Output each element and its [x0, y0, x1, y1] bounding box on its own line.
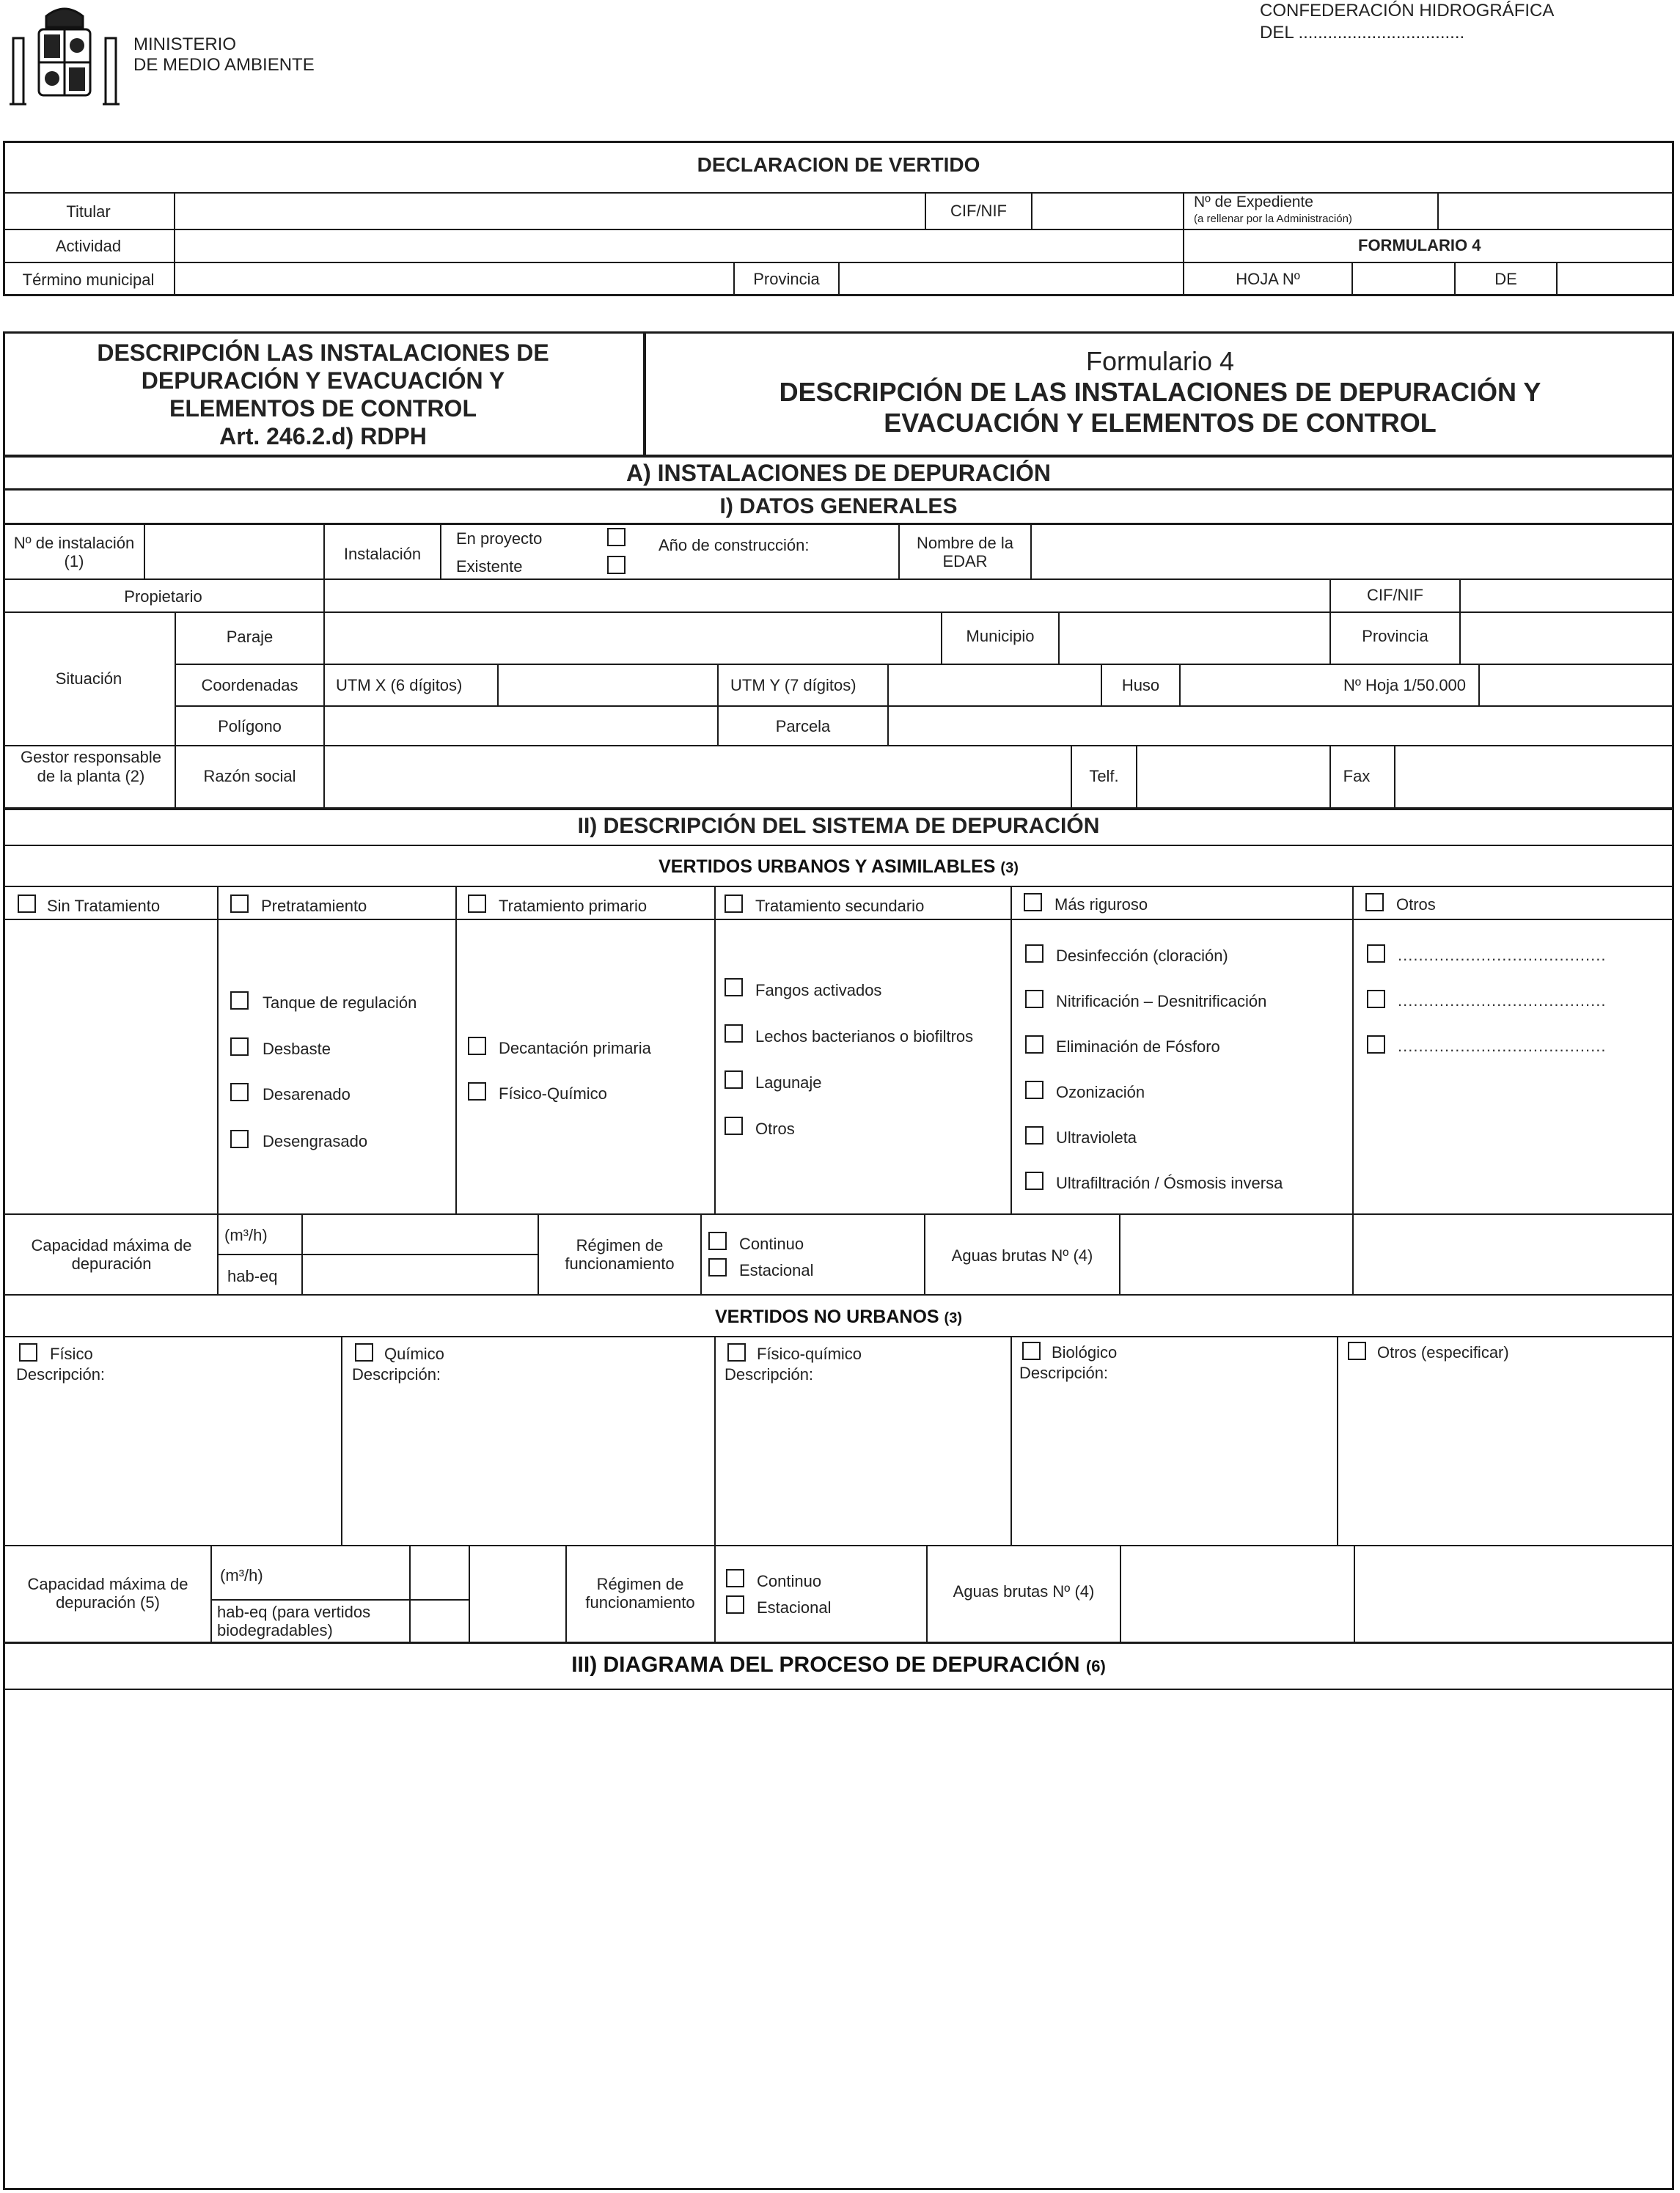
- nu-fq-label: Físico-químico: [757, 1345, 862, 1363]
- capacidad-m3h-field[interactable]: [303, 1215, 537, 1254]
- expediente-field[interactable]: [1439, 194, 1673, 229]
- desinfeccion-checkbox[interactable]: [1025, 944, 1043, 963]
- otros-header-checkbox[interactable]: [1365, 893, 1384, 911]
- nu-fq-descripcion-field[interactable]: [716, 1387, 1010, 1543]
- hoja-50000-label: Nº Hoja 1/50.000: [1343, 676, 1467, 694]
- habeq-label: hab-eq: [227, 1267, 278, 1285]
- desarenado-label: Desarenado: [263, 1085, 351, 1103]
- municipio-label: Municipio: [966, 627, 1035, 645]
- habeq-bio-label: hab-eq (para vertidos biodegradables): [217, 1603, 371, 1639]
- desbaste-label: Desbaste: [263, 1040, 331, 1058]
- situacion-provincia-field[interactable]: [1461, 613, 1673, 664]
- cif-nif-label: CIF/NIF: [950, 202, 1007, 220]
- otros-1-dotted-field[interactable]: ........................................: [1398, 946, 1607, 964]
- fisico-quimico-checkbox[interactable]: [468, 1082, 486, 1101]
- expediente-note: (a rellenar por la Administración): [1194, 213, 1352, 225]
- utm-y-label: UTM Y (7 dígitos): [730, 676, 856, 694]
- nu-fq-descripcion-label: Descripción:: [725, 1365, 814, 1384]
- fosforo-label: Eliminación de Fósforo: [1056, 1037, 1220, 1056]
- estacional-2-label: Estacional: [757, 1598, 832, 1617]
- no-urbanos-title: VERTIDOS NO URBANOS (3): [715, 1307, 962, 1327]
- aguas-brutas-label: Aguas brutas Nº (4): [951, 1246, 1093, 1265]
- instalacion-label: Instalación: [343, 545, 422, 563]
- urbanos-title: VERTIDOS URBANOS Y ASIMILABLES (3): [659, 856, 1019, 877]
- mas-riguroso-checkbox[interactable]: [1024, 893, 1042, 911]
- nu-quimico-checkbox[interactable]: [355, 1343, 373, 1362]
- section-a-title: A) INSTALACIONES DE DEPURACIÓN: [626, 460, 1051, 486]
- desbaste-checkbox[interactable]: [230, 1037, 249, 1056]
- section-ii-title: II) DESCRIPCIÓN DEL SISTEMA DE DEPURACIÓN: [577, 814, 1100, 838]
- poligono-label: Polígono: [218, 717, 282, 735]
- coat-of-arms-logo: [6, 1, 123, 111]
- fangos-label: Fangos activados: [755, 981, 882, 999]
- propietario-cif-label: CIF/NIF: [1367, 586, 1423, 604]
- ano-construccion-label: Año de construcción:: [659, 536, 810, 554]
- ultrafiltracion-label: Ultrafiltración / Ósmosis inversa: [1056, 1174, 1283, 1192]
- provincia-label: Provincia: [753, 270, 820, 288]
- aguas-brutas-2-field[interactable]: [1121, 1546, 1353, 1642]
- otros-3-dotted-field[interactable]: ........................................: [1398, 1037, 1607, 1055]
- fangos-checkbox[interactable]: [725, 978, 743, 996]
- desarenado-checkbox[interactable]: [230, 1083, 249, 1101]
- propietario-label: Propietario: [124, 587, 202, 606]
- provincia-field[interactable]: [840, 263, 1181, 295]
- razon-social-label: Razón social: [203, 767, 296, 785]
- hoja-label: HOJA Nº: [1236, 270, 1300, 288]
- ozonizacion-checkbox[interactable]: [1025, 1081, 1043, 1099]
- en-proyecto-checkbox[interactable]: [607, 528, 626, 546]
- capacidad5-habeq-field[interactable]: [411, 1601, 565, 1642]
- paraje-label: Paraje: [226, 628, 274, 646]
- nitrificacion-label: Nitrificación – Desnitrificación: [1056, 992, 1267, 1010]
- nombre-edar-label: Nombre de la EDAR: [916, 534, 1014, 570]
- tratamiento-secundario-label: Tratamiento secundario: [755, 897, 925, 915]
- m3h-label: (m³/h): [224, 1226, 268, 1244]
- sin-tratamiento-checkbox[interactable]: [18, 895, 36, 913]
- nu-quimico-label: Químico: [384, 1345, 444, 1363]
- desengrasado-checkbox[interactable]: [230, 1130, 249, 1148]
- propietario-field[interactable]: [325, 580, 1328, 611]
- right-title: Formulario 4 DESCRIPCIÓN DE LAS INSTALACIONES DE DEPURACIÓN Y EVACUACIÓN Y ELEMENTOS DE CONTROL: [779, 346, 1541, 438]
- fosforo-checkbox[interactable]: [1025, 1035, 1043, 1054]
- capacidad5-m3h-field[interactable]: [411, 1546, 468, 1599]
- nu-quimico-descripcion-label: Descripción:: [352, 1365, 441, 1384]
- en-proyecto-label: En proyecto: [456, 529, 543, 548]
- tratamiento-secundario-checkbox[interactable]: [725, 895, 743, 913]
- parcela-field[interactable]: [889, 707, 1673, 745]
- ultravioleta-label: Ultravioleta: [1056, 1128, 1137, 1147]
- parcela-label: Parcela: [775, 717, 831, 735]
- otros-1-checkbox[interactable]: [1367, 944, 1385, 963]
- pretratamiento-label: Pretratamiento: [261, 897, 367, 915]
- nu-biologico-label: Biológico: [1052, 1343, 1118, 1362]
- tratamiento-primario-label: Tratamiento primario: [499, 897, 648, 915]
- continuo-2-checkbox[interactable]: [726, 1569, 744, 1587]
- capacidad-label: Capacidad máxima de depuración: [31, 1236, 192, 1273]
- continuo-checkbox[interactable]: [708, 1232, 727, 1250]
- capacidad-habeq-field[interactable]: [303, 1255, 537, 1294]
- otros-2-checkbox[interactable]: [1367, 990, 1385, 1008]
- poligono-field[interactable]: [325, 707, 716, 745]
- nu-biologico-descripcion-label: Descripción:: [1019, 1364, 1109, 1382]
- n-instalacion-field[interactable]: [145, 525, 323, 578]
- nombre-edar-field[interactable]: [1032, 525, 1673, 578]
- desinfeccion-label: Desinfección (cloración): [1056, 947, 1228, 965]
- otros-3-checkbox[interactable]: [1367, 1035, 1385, 1054]
- estacional-2-checkbox[interactable]: [726, 1595, 744, 1614]
- tanque-label: Tanque de regulación: [263, 993, 417, 1012]
- ano-construccion-field[interactable]: [829, 525, 898, 578]
- m3h-2-label: (m³/h): [220, 1566, 263, 1584]
- confederacion-line-2: DEL ..................................: [1260, 23, 1465, 43]
- actividad-field[interactable]: [176, 230, 1182, 262]
- razon-social-field[interactable]: [325, 746, 1070, 809]
- coordenadas-label: Coordenadas: [201, 676, 298, 694]
- lagunaje-checkbox[interactable]: [725, 1070, 743, 1089]
- lechos-label: Lechos bacterianos o biofiltros: [755, 1027, 974, 1046]
- lechos-checkbox[interactable]: [725, 1024, 743, 1043]
- sin-tratamiento-label: Sin Tratamiento: [47, 897, 161, 915]
- estacional-label: Estacional: [739, 1261, 814, 1279]
- existente-checkbox[interactable]: [607, 556, 626, 574]
- regimen-label: Régimen de funcionamiento: [565, 1236, 675, 1273]
- cif-nif-field[interactable]: [1032, 194, 1182, 229]
- lagunaje-label: Lagunaje: [755, 1073, 822, 1092]
- de-label: DE: [1494, 270, 1517, 288]
- municipio-field[interactable]: [1060, 613, 1328, 664]
- decantacion-label: Decantación primaria: [499, 1039, 651, 1057]
- expediente-label: Nº de Expediente: [1194, 194, 1313, 210]
- continuo-2-label: Continuo: [757, 1572, 822, 1590]
- fax-label: Fax: [1343, 767, 1371, 785]
- continuo-label: Continuo: [739, 1235, 804, 1253]
- decantacion-checkbox[interactable]: [468, 1037, 486, 1055]
- utm-y-field[interactable]: [889, 665, 1100, 705]
- titular-field[interactable]: [176, 194, 924, 229]
- aguas-brutas-field[interactable]: [1120, 1215, 1351, 1294]
- tratamiento-primario-checkbox[interactable]: [468, 895, 486, 913]
- ultravioleta-checkbox[interactable]: [1025, 1126, 1043, 1145]
- pretratamiento-checkbox[interactable]: [230, 895, 249, 913]
- titular-label: Titular: [66, 202, 111, 221]
- secundario-otros-checkbox[interactable]: [725, 1117, 743, 1135]
- huso-label: Huso: [1121, 676, 1160, 694]
- hoja-50000-field[interactable]: [1480, 665, 1673, 705]
- capacidad5-label: Capacidad máxima de depuración (5): [27, 1575, 188, 1612]
- actividad-label: Actividad: [55, 237, 122, 255]
- nu-otros-label: Otros (especificar): [1377, 1343, 1509, 1362]
- gestor-label: Gestor responsable de la planta (2): [21, 748, 161, 785]
- termino-label: Término municipal: [22, 271, 155, 289]
- ultrafiltracion-checkbox[interactable]: [1025, 1172, 1043, 1190]
- regimen-2-label: Régimen de funcionamiento: [585, 1575, 695, 1612]
- utm-x-field[interactable]: [499, 665, 716, 705]
- telf-label: Telf.: [1089, 767, 1119, 785]
- section-iii-title: III) DIAGRAMA DEL PROCESO DE DEPURACIÓN (6): [571, 1653, 1106, 1677]
- otros-header-label: Otros: [1396, 895, 1436, 914]
- nu-fisico-label: Físico: [50, 1345, 93, 1363]
- nu-otros-checkbox[interactable]: [1348, 1342, 1366, 1360]
- situacion-label: Situación: [55, 669, 122, 688]
- n-instalacion-label: Nº de instalación (1): [13, 534, 135, 570]
- nu-otros-field[interactable]: [1339, 1365, 1673, 1543]
- nu-quimico-descripcion-field[interactable]: [343, 1387, 713, 1543]
- ministry-line-2: DE MEDIO AMBIENTE: [133, 55, 315, 75]
- paraje-field[interactable]: [325, 613, 939, 664]
- termino-field[interactable]: [176, 263, 732, 295]
- fax-field[interactable]: [1395, 746, 1673, 809]
- huso-field[interactable]: [1181, 665, 1329, 705]
- ozonizacion-label: Ozonización: [1056, 1083, 1145, 1101]
- left-title: DESCRIPCIÓN LAS INSTALACIONES DE DEPURACIÓN Y EVACUACIÓN Y ELEMENTOS DE CONTROL Art. 246.2.d) RDPH: [97, 339, 549, 449]
- estacional-checkbox[interactable]: [708, 1258, 727, 1277]
- hoja-field[interactable]: [1353, 263, 1453, 295]
- formulario-label: FORMULARIO 4: [1358, 236, 1481, 254]
- situacion-provincia-label: Provincia: [1362, 627, 1428, 645]
- diagrama-area[interactable]: [6, 1691, 1672, 2186]
- mas-riguroso-label: Más riguroso: [1054, 895, 1148, 914]
- datos-generales-title: I) DATOS GENERALES: [719, 494, 958, 518]
- otros-2-dotted-field[interactable]: ........................................: [1398, 991, 1607, 1010]
- secundario-otros-label: Otros: [755, 1120, 795, 1138]
- nu-fisico-descripcion-label: Descripción:: [16, 1365, 106, 1384]
- nu-fisico-descripcion-field[interactable]: [6, 1387, 340, 1543]
- nu-biologico-checkbox[interactable]: [1022, 1342, 1041, 1360]
- nitrificacion-checkbox[interactable]: [1025, 990, 1043, 1008]
- existente-label: Existente: [456, 557, 523, 576]
- tanque-checkbox[interactable]: [230, 991, 249, 1010]
- fisico-quimico-label: Físico-Químico: [499, 1084, 607, 1103]
- nu-fisico-checkbox[interactable]: [19, 1343, 37, 1362]
- aguas-brutas-2-label: Aguas brutas Nº (4): [953, 1582, 1095, 1601]
- desengrasado-label: Desengrasado: [263, 1132, 368, 1150]
- de-field[interactable]: [1558, 263, 1673, 295]
- nu-biologico-descripcion-field[interactable]: [1013, 1387, 1335, 1543]
- declaracion-title: DECLARACION DE VERTIDO: [697, 153, 980, 176]
- telf-field[interactable]: [1137, 746, 1329, 809]
- propietario-cif-field[interactable]: [1461, 580, 1673, 611]
- ministry-line-1: MINISTERIO: [133, 34, 237, 54]
- nu-fq-checkbox[interactable]: [727, 1343, 746, 1362]
- utm-x-label: UTM X (6 dígitos): [336, 676, 463, 694]
- confederacion-line-1: CONFEDERACIÓN HIDROGRÁFICA: [1260, 1, 1555, 21]
